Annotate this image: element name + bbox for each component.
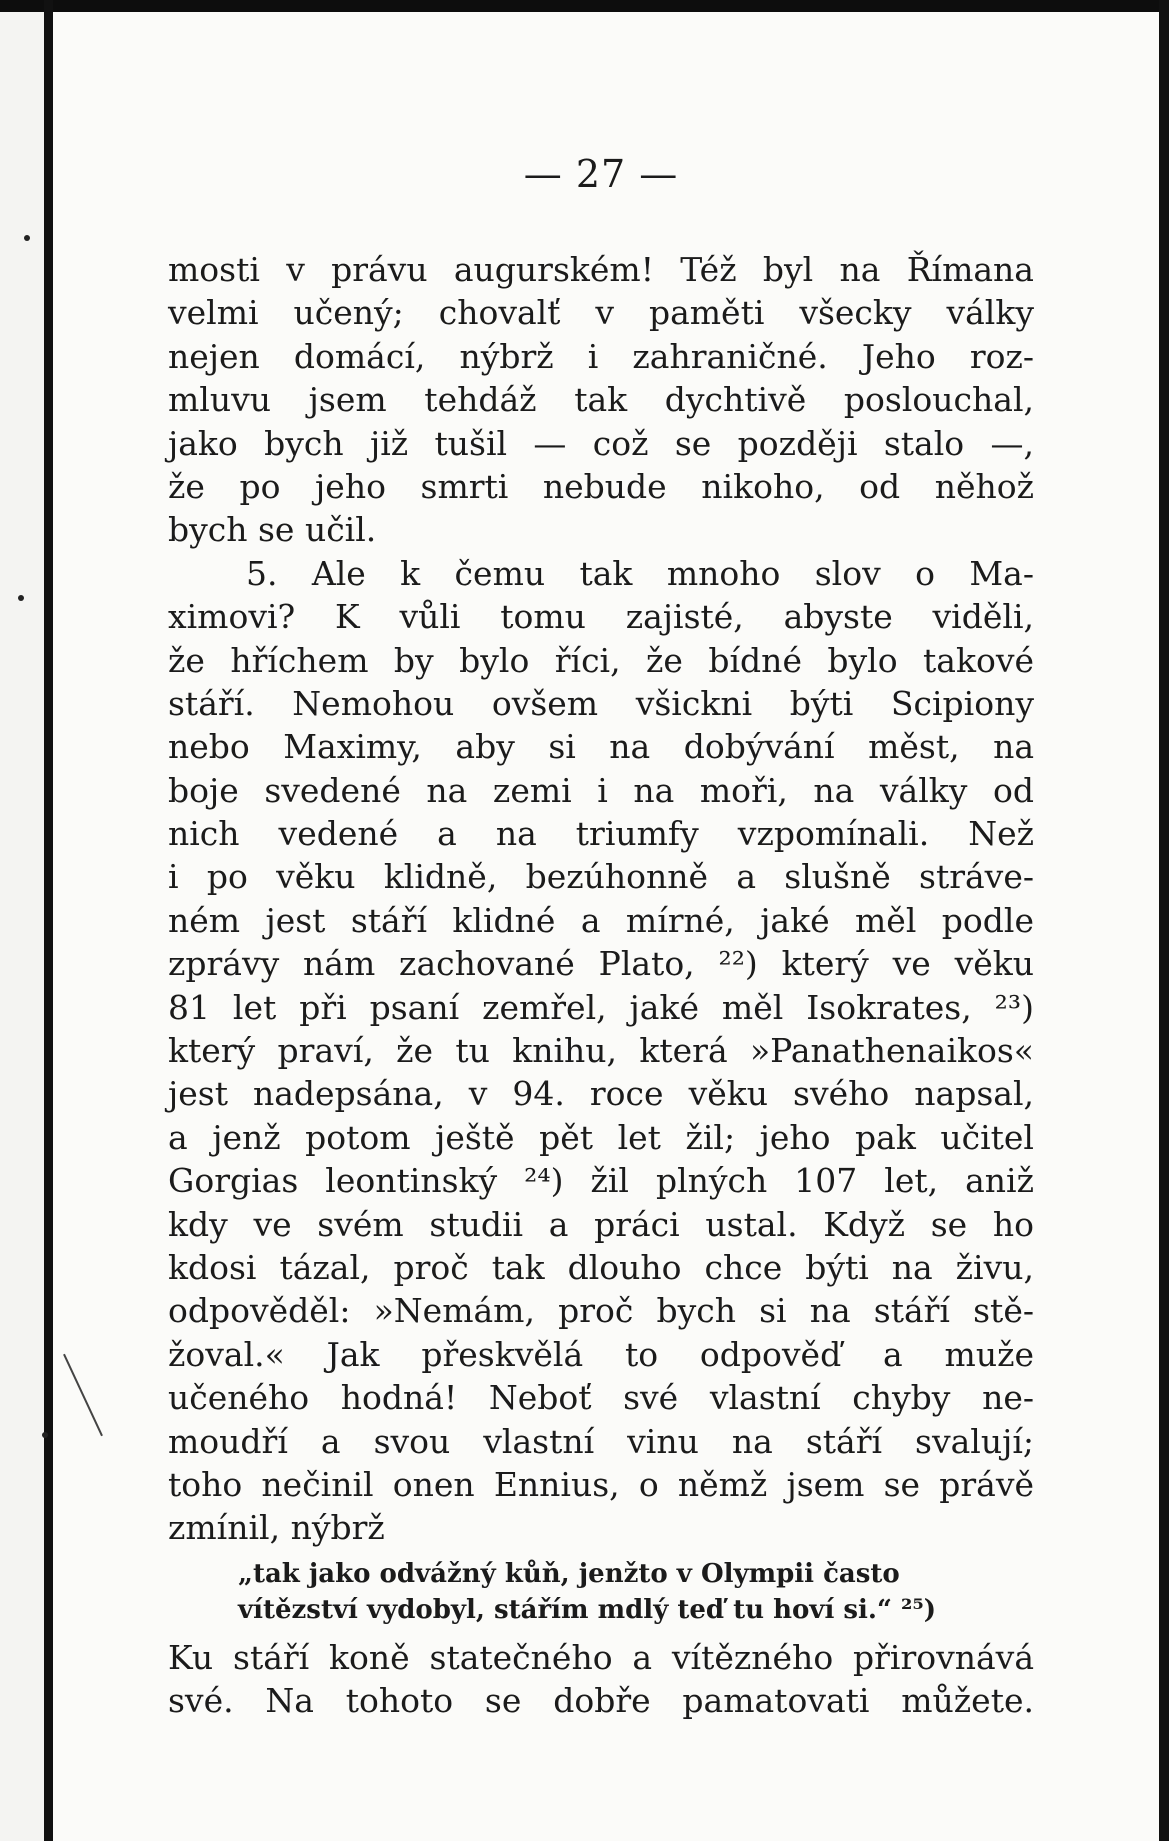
text-line: jest nadepsána, v 94. roce věku svého napsal, bbox=[168, 1074, 1034, 1114]
margin-speck bbox=[18, 595, 24, 601]
text-line: Gorgias leontinský ²⁴) žil plných 107 let, aniž bbox=[168, 1161, 1034, 1201]
text-line: Ku stáří koně statečného a vítězného přirovnává bbox=[168, 1637, 1034, 1677]
text-line: že hříchem by bylo říci, že bídné bylo takové bbox=[168, 640, 1034, 680]
scan-outer-margin bbox=[0, 0, 44, 1841]
text-line: zprávy nám zachované Plato, ²²) který ve věku bbox=[168, 944, 1034, 984]
text-line: i po věku klidně, bezúhonně a slušně stráve- bbox=[168, 857, 1034, 897]
text-line: nich vedené a na triumfy vzpomínali. Než bbox=[168, 814, 1034, 854]
text-line: toho nečinil onen Ennius, o němž jsem se právě bbox=[168, 1464, 1034, 1504]
margin-pencil-mark bbox=[63, 1354, 103, 1436]
text-line: odpověděl: »Nemám, proč bych si na stáří stě- bbox=[168, 1291, 1034, 1331]
paragraph-1 bbox=[168, 248, 1034, 552]
verse-quote bbox=[168, 1556, 1034, 1628]
text-block bbox=[168, 150, 1034, 1723]
page-number: — 27 — bbox=[523, 152, 679, 196]
paragraph-2 bbox=[168, 552, 1034, 1550]
scan-right-edge bbox=[1159, 0, 1169, 1841]
text-line: žoval.« Jak přeskvělá to odpověď a muže bbox=[168, 1334, 1034, 1374]
text-line: nejen domácí, nýbrž i zahraničné. Jeho roz- bbox=[168, 336, 1034, 376]
text-line: ximovi? K vůli tomu zajisté, abyste viděli, bbox=[168, 597, 1034, 637]
text-line: a jenž potom ještě pět let žil; jeho pak učitel bbox=[168, 1117, 1034, 1157]
text-line: bych se učil. bbox=[168, 510, 377, 550]
text-line: učeného hodná! Neboť své vlastní chyby ne- bbox=[168, 1378, 1034, 1418]
text-line: mosti v právu augurském! Též byl na Římana bbox=[168, 250, 1034, 289]
text-line: 5. Ale k čemu tak mnoho slov o Ma- bbox=[246, 553, 1034, 593]
scan-left-edge bbox=[44, 0, 53, 1841]
text-line: zmínil, nýbrž bbox=[168, 1508, 385, 1548]
text-line: boje svedené na zemi i na moři, na války od bbox=[168, 770, 1034, 810]
text-line: velmi učený; chovalť v paměti všecky války bbox=[168, 293, 1034, 333]
text-line: který praví, že tu knihu, která »Panathenaikos« bbox=[168, 1031, 1034, 1071]
text-line: nebo Maximy, aby si na dobývání měst, na bbox=[168, 727, 1034, 767]
text-line: 81 let při psaní zemřel, jaké měl Isokrates, ²³) bbox=[168, 987, 1034, 1027]
quote-line: „tak jako odvážný kůň, jenžto v Olympii často bbox=[238, 1558, 900, 1589]
text-line: své. Na tohoto se dobře pamatovati můžete. bbox=[168, 1681, 1034, 1721]
text-line: moudří a svou vlastní vinu na stáří svalují; bbox=[168, 1421, 1034, 1461]
text-line: kdy ve svém studii a práci ustal. Když se ho bbox=[168, 1204, 1034, 1244]
closing-paragraph bbox=[168, 1636, 1034, 1723]
text-line: kdosi tázal, proč tak dlouho chce býti na živu, bbox=[168, 1247, 1034, 1287]
margin-speck bbox=[24, 235, 30, 241]
scan-top-edge bbox=[0, 0, 1169, 12]
text-line: stáří. Nemohou ovšem všickni býti Scipiony bbox=[168, 683, 1034, 723]
text-line: ném jest stáří klidné a mírné, jaké měl podle bbox=[168, 900, 1034, 940]
text-line: jako bych již tušil — což se později stalo —, bbox=[168, 423, 1034, 463]
margin-speck bbox=[42, 1432, 48, 1438]
text-line: mluvu jsem tehdáž tak dychtivě poslouchal, bbox=[168, 380, 1034, 420]
quote-line: vítězství vydobyl, stářím mdlý teď tu hoví si.“ ²⁵) bbox=[238, 1594, 937, 1625]
text-line: že po jeho smrti nebude nikoho, od něhož bbox=[168, 466, 1034, 506]
